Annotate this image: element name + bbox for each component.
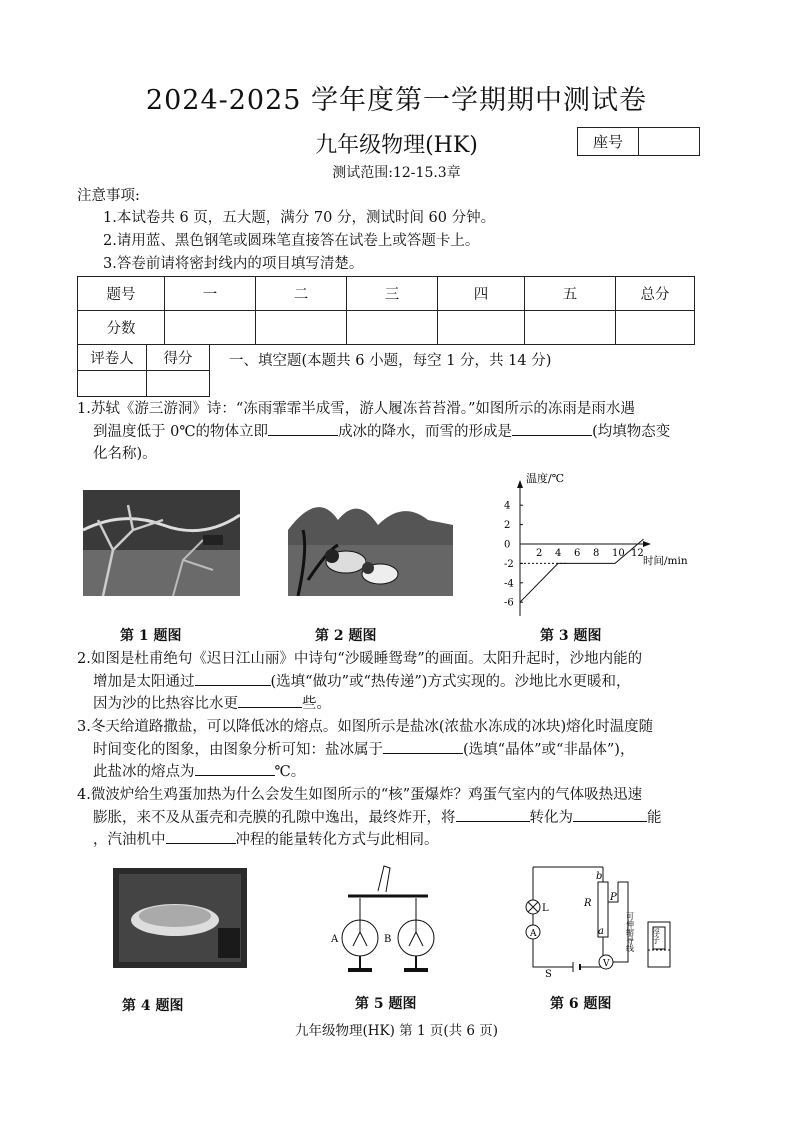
score-header-cell: 二	[256, 277, 347, 311]
seat-label: 座号	[578, 128, 639, 155]
x-tick-label: 2	[536, 548, 543, 559]
figure-caption: 第 6 题图	[550, 996, 612, 1012]
figure-caption: 第 4 题图	[122, 998, 184, 1014]
answer-blank[interactable]	[238, 693, 302, 708]
label-s: S	[545, 969, 552, 977]
answer-blank[interactable]	[383, 739, 463, 754]
score-header-cell: 五	[525, 277, 616, 311]
figure-caption: 第 2 题图	[315, 628, 377, 644]
label-a: A	[331, 934, 339, 945]
answer-blank[interactable]	[166, 829, 236, 844]
score-header-cell: 三	[347, 277, 438, 311]
y-tick-label: 2	[504, 520, 511, 532]
answer-blank[interactable]	[195, 761, 275, 776]
label-r: R	[584, 898, 592, 909]
seat-number-box	[577, 127, 700, 156]
label-float: 浮子	[651, 928, 661, 944]
notice-item: 2.请用蓝、黑色钢笔或圆珠笔直接答在试卷上或答题卡上。	[103, 233, 480, 249]
q2-line: 2.如图是杜甫绝句《迟日江山丽》中诗句“沙暖睡鸳鸯”的画面。太阳升起时，沙地内能的	[77, 651, 643, 667]
score-cell[interactable]	[147, 371, 210, 397]
answer-blank[interactable]	[573, 807, 647, 822]
q1-text: 到温度低于 0℃的物体立即	[93, 423, 269, 440]
y-tick-label: 0	[504, 539, 511, 551]
q1-text: (均填物态变	[592, 423, 671, 440]
notice-item: 3.答卷前请将密封线内的项目填写清楚。	[103, 256, 364, 272]
label-b: b	[596, 871, 603, 882]
question-3	[77, 716, 717, 784]
score-header-cell: 总分	[616, 277, 695, 311]
y-axis-arrow	[517, 480, 523, 488]
x-axis-arrow	[643, 541, 651, 547]
score-label: 得分	[147, 345, 210, 371]
q4-line: 4.微波炉给生鸡蛋加热为什么会发生如图所示的“核”蛋爆炸？鸡蛋气室内的气体吸热迅速	[77, 787, 643, 803]
exam-subtitle: 九年级物理(HK)	[315, 133, 478, 158]
x-tick-label: 10	[612, 548, 625, 559]
q1-line: 1.苏轼《游三游洞》诗：“冻雨霏霏半成雪，游人履冻苔苔滑。”如图所示的冻雨是雨水遇	[77, 401, 635, 417]
hand-icon	[378, 866, 390, 892]
page-footer: 九年级物理(HK) 第 1 页(共 6 页)	[294, 1023, 499, 1039]
reviewer-label: 评卷人	[78, 345, 147, 371]
notice-heading: 注意事项:	[77, 188, 140, 204]
q2-text: 增加是太阳通过	[93, 673, 195, 690]
mandarin-ducks-painting	[288, 490, 453, 596]
seat-input[interactable]	[639, 128, 699, 155]
section-heading: 一、填空题(本题共 6 小题，每空 1 分，共 14 分)	[229, 353, 552, 369]
figure-caption: 第 1 题图	[120, 628, 182, 644]
microwave-egg-photo	[113, 868, 247, 968]
electroscopes-diagram	[328, 856, 448, 981]
figure-caption: 第 3 题图	[540, 628, 602, 644]
grader-table	[77, 344, 210, 397]
x-tick-label: 8	[593, 548, 600, 559]
label-wire: 可伸缩导线	[625, 912, 635, 952]
question-4	[77, 784, 717, 852]
label-a: a	[598, 926, 604, 937]
melting-curve-chart	[498, 468, 698, 618]
score-cell[interactable]	[616, 311, 695, 345]
answer-blank[interactable]	[268, 421, 338, 436]
q4-text: ，汽油机中	[93, 832, 166, 848]
question-1	[77, 398, 717, 466]
score-cell[interactable]	[525, 311, 616, 345]
frozen-rain-photo	[83, 490, 240, 596]
notice-item: 1.本试卷共 6 页，五大题，满分 70 分，测试时间 60 分钟。	[103, 210, 496, 226]
answer-blank[interactable]	[195, 671, 271, 686]
q4-text: 转化为	[529, 809, 573, 826]
label-voltmeter: V	[603, 959, 610, 969]
y-tick-label: -2	[504, 558, 514, 570]
answer-blank[interactable]	[512, 421, 592, 436]
label-b: B	[384, 934, 392, 945]
q1-line: 化名称)。	[93, 446, 157, 462]
q3-text: (选填“晶体”或“非晶体”)，	[463, 741, 635, 758]
q4-text: 膨胀，来不及从蛋壳和壳膜的孔隙中逸出，最终炸开，将	[93, 809, 456, 826]
label-p: P	[610, 892, 617, 903]
score-header-cell: 题号	[78, 277, 165, 311]
y-tick-label: 4	[504, 500, 511, 512]
q2-text: 因为沙的比热容比水更	[93, 696, 238, 712]
answer-blank[interactable]	[456, 807, 530, 822]
q4-text: 能	[647, 809, 662, 826]
label-ammeter: A	[530, 929, 537, 939]
x-tick-label: 12	[631, 548, 644, 559]
y-tick-label: -6	[504, 597, 514, 609]
x-axis-label: 时间/min	[643, 555, 688, 567]
score-table	[77, 276, 695, 345]
q2-text: 些。	[302, 696, 331, 712]
test-scope: 测试范围:12-15.3章	[332, 165, 461, 181]
reviewer-cell[interactable]	[78, 371, 147, 397]
circuit-diagram	[518, 862, 678, 977]
q3-text: 此盐冰的熔点为	[93, 764, 195, 780]
y-axis-label: 温度/℃	[526, 472, 565, 485]
q2-text: (选填“做功”或“热传递”)方式实现的。沙地比水更暖和，	[270, 673, 631, 690]
score-cell[interactable]	[347, 311, 438, 345]
y-tick-label: -4	[504, 578, 514, 590]
q3-text: ℃。	[274, 764, 306, 780]
q3-line: 3.冬天给道路撒盐，可以降低冰的熔点。如图所示是盐冰(浓盐水冻成的冰块)熔化时温度随	[77, 719, 654, 735]
x-tick-label: 4	[555, 548, 562, 559]
score-header-cell: 四	[438, 277, 525, 311]
q3-text: 时间变化的图象，由图象分析可知：盐冰属于	[93, 741, 383, 758]
question-2	[77, 648, 717, 716]
score-header-cell: 一	[165, 277, 256, 311]
x-tick-label: 6	[574, 548, 581, 559]
score-row-label: 分数	[78, 311, 165, 345]
exam-title: 2024-2025 学年度第一学期期中测试卷	[145, 85, 648, 116]
score-cell[interactable]	[165, 311, 256, 345]
q1-text: 成冰的降水，而雪的形成是	[338, 423, 513, 440]
score-cell[interactable]	[256, 311, 347, 345]
label-l: L	[542, 903, 549, 914]
score-cell[interactable]	[438, 311, 525, 345]
q4-text: 冲程的能量转化方式与此相同。	[235, 832, 439, 848]
figure-caption: 第 5 题图	[355, 996, 417, 1012]
